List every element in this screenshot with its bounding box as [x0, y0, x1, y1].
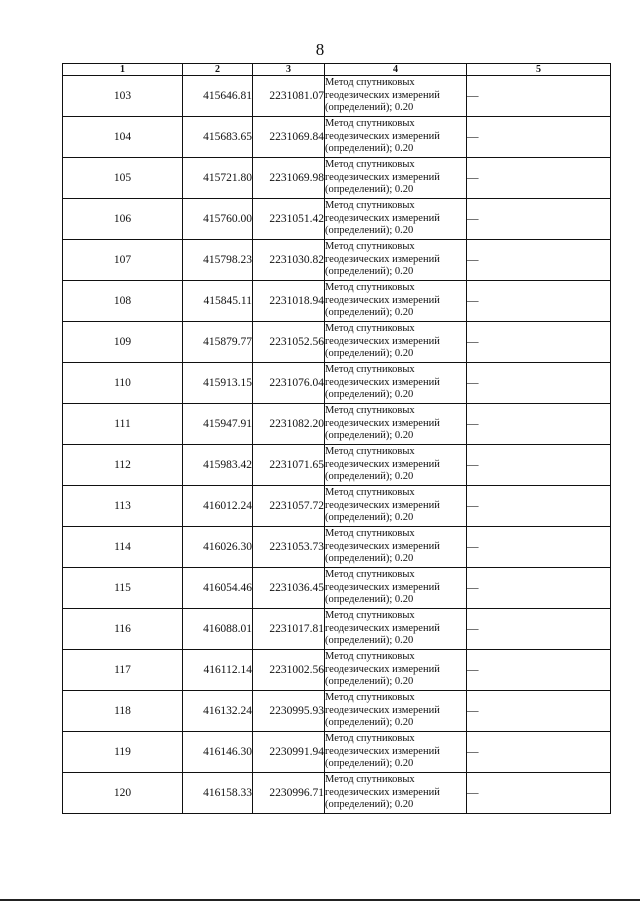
coordinate-y: 2230995.93 — [253, 691, 325, 732]
page-number: 8 — [315, 40, 325, 59]
coordinate-y: 2231053.73 — [253, 527, 325, 568]
coordinate-x: 416158.33 — [183, 773, 253, 814]
note-cell: — — [467, 199, 611, 240]
table-row — [63, 240, 611, 281]
method-line: геодезических измерений — [325, 581, 440, 593]
table-row — [63, 773, 611, 814]
point-number: 112 — [63, 445, 183, 486]
note-cell: — — [467, 363, 611, 404]
method-line: (определений); 0.20 — [325, 635, 414, 647]
table-row — [63, 691, 611, 732]
method-line: геодезических измерений — [325, 294, 440, 306]
coordinate-y: 2231082.20 — [253, 404, 325, 445]
note-cell: — — [467, 445, 611, 486]
method-line: (определений); 0.20 — [325, 512, 414, 524]
page-bottom-rule — [0, 899, 640, 901]
method-line: Метод спутниковых — [325, 692, 415, 704]
coordinate-y: 2231018.94 — [253, 281, 325, 322]
coordinate-x: 416146.30 — [183, 732, 253, 773]
method-description — [325, 773, 467, 814]
coordinate-x: 415947.91 — [183, 404, 253, 445]
method-line: (определений); 0.20 — [325, 553, 414, 565]
method-line: геодезических измерений — [325, 663, 440, 675]
method-line: (определений); 0.20 — [325, 717, 414, 729]
method-line: Метод спутниковых — [325, 733, 415, 745]
table-row — [63, 568, 611, 609]
coordinate-y: 2231081.07 — [253, 76, 325, 117]
method-line: Метод спутниковых — [325, 323, 415, 335]
coordinate-x: 416026.30 — [183, 527, 253, 568]
table-row — [63, 281, 611, 322]
method-line: Метод спутниковых — [325, 77, 415, 89]
note-cell: — — [467, 568, 611, 609]
point-number: 119 — [63, 732, 183, 773]
coordinate-x: 415913.15 — [183, 363, 253, 404]
col-header-1: 1 — [63, 64, 183, 76]
method-description — [325, 363, 467, 404]
coordinate-x: 416088.01 — [183, 609, 253, 650]
note-cell: — — [467, 404, 611, 445]
note-cell: — — [467, 76, 611, 117]
method-line: Метод спутниковых — [325, 774, 415, 786]
table-row — [63, 199, 611, 240]
method-line: Метод спутниковых — [325, 405, 415, 417]
note-cell: — — [467, 773, 611, 814]
point-number: 111 — [63, 404, 183, 445]
method-line: (определений); 0.20 — [325, 758, 414, 770]
coordinate-x: 415760.00 — [183, 199, 253, 240]
coordinate-x: 415721.80 — [183, 158, 253, 199]
table-row — [63, 76, 611, 117]
method-description — [325, 158, 467, 199]
point-number: 120 — [63, 773, 183, 814]
method-line: Метод спутниковых — [325, 610, 415, 622]
note-cell: — — [467, 240, 611, 281]
table-body — [63, 76, 611, 814]
table-row — [63, 117, 611, 158]
col-header-4: 4 — [325, 64, 467, 76]
coordinate-y: 2231030.82 — [253, 240, 325, 281]
method-line: геодезических измерений — [325, 253, 440, 265]
point-number: 106 — [63, 199, 183, 240]
method-line: (определений); 0.20 — [325, 471, 414, 483]
method-line: Метод спутниковых — [325, 200, 415, 212]
method-line: (определений); 0.20 — [325, 430, 414, 442]
method-description — [325, 691, 467, 732]
note-cell: — — [467, 527, 611, 568]
method-line: геодезических измерений — [325, 745, 440, 757]
note-cell: — — [467, 486, 611, 527]
method-line: геодезических измерений — [325, 212, 440, 224]
point-number: 108 — [63, 281, 183, 322]
note-cell: — — [467, 650, 611, 691]
note-cell: — — [467, 732, 611, 773]
method-description — [325, 199, 467, 240]
method-line: геодезических измерений — [325, 786, 440, 798]
coordinate-x: 415879.77 — [183, 322, 253, 363]
method-description — [325, 650, 467, 691]
method-description — [325, 281, 467, 322]
method-line: геодезических измерений — [325, 130, 440, 142]
method-line: (определений); 0.20 — [325, 799, 414, 811]
coordinates-table — [62, 63, 611, 814]
coordinate-x: 415683.65 — [183, 117, 253, 158]
coordinate-x: 416112.14 — [183, 650, 253, 691]
coordinate-x: 416132.24 — [183, 691, 253, 732]
method-line: геодезических измерений — [325, 376, 440, 388]
point-number: 107 — [63, 240, 183, 281]
method-description — [325, 404, 467, 445]
table-header-row — [63, 64, 611, 76]
col-header-3: 3 — [253, 64, 325, 76]
coordinate-y: 2231051.42 — [253, 199, 325, 240]
point-number: 103 — [63, 76, 183, 117]
table-row — [63, 363, 611, 404]
method-line: (определений); 0.20 — [325, 102, 414, 114]
point-number: 110 — [63, 363, 183, 404]
coordinate-y: 2231017.81 — [253, 609, 325, 650]
method-line: геодезических измерений — [325, 622, 440, 634]
method-line: Метод спутниковых — [325, 364, 415, 376]
coordinate-x: 416012.24 — [183, 486, 253, 527]
table-row — [63, 322, 611, 363]
method-line: (определений); 0.20 — [325, 594, 414, 606]
coordinate-x: 416054.46 — [183, 568, 253, 609]
table-row — [63, 445, 611, 486]
point-number: 117 — [63, 650, 183, 691]
method-line: (определений); 0.20 — [325, 266, 414, 278]
note-cell: — — [467, 609, 611, 650]
table-row — [63, 404, 611, 445]
coordinate-x: 415983.42 — [183, 445, 253, 486]
table-row — [63, 650, 611, 691]
point-number: 109 — [63, 322, 183, 363]
method-description — [325, 568, 467, 609]
table-row — [63, 527, 611, 568]
coordinate-y: 2231057.72 — [253, 486, 325, 527]
method-line: геодезических измерений — [325, 417, 440, 429]
note-cell: — — [467, 117, 611, 158]
method-line: (определений); 0.20 — [325, 143, 414, 155]
method-line: геодезических измерений — [325, 89, 440, 101]
method-line: Метод спутниковых — [325, 569, 415, 581]
coordinate-y: 2231002.56 — [253, 650, 325, 691]
note-cell: — — [467, 691, 611, 732]
table-row — [63, 158, 611, 199]
method-line: Метод спутниковых — [325, 487, 415, 499]
method-line: Метод спутниковых — [325, 651, 415, 663]
coordinate-y: 2231069.84 — [253, 117, 325, 158]
point-number: 113 — [63, 486, 183, 527]
method-description — [325, 322, 467, 363]
point-number: 104 — [63, 117, 183, 158]
method-line: (определений); 0.20 — [325, 389, 414, 401]
col-header-2: 2 — [183, 64, 253, 76]
method-line: (определений); 0.20 — [325, 184, 414, 196]
method-line: (определений); 0.20 — [325, 348, 414, 360]
method-line: геодезических измерений — [325, 458, 440, 470]
point-number: 115 — [63, 568, 183, 609]
coordinate-x: 415798.23 — [183, 240, 253, 281]
method-line: Метод спутниковых — [325, 282, 415, 294]
method-description — [325, 117, 467, 158]
note-cell: — — [467, 322, 611, 363]
method-line: геодезических измерений — [325, 704, 440, 716]
method-line: (определений); 0.20 — [325, 225, 414, 237]
coordinate-y: 2231071.65 — [253, 445, 325, 486]
method-description — [325, 732, 467, 773]
method-line: Метод спутниковых — [325, 118, 415, 130]
coordinate-x: 415845.11 — [183, 281, 253, 322]
method-description — [325, 76, 467, 117]
method-line: геодезических измерений — [325, 540, 440, 552]
coordinate-y: 2231036.45 — [253, 568, 325, 609]
method-description — [325, 240, 467, 281]
table-row — [63, 486, 611, 527]
table-row — [63, 609, 611, 650]
coordinate-x: 415646.81 — [183, 76, 253, 117]
note-cell: — — [467, 158, 611, 199]
col-header-5: 5 — [467, 64, 611, 76]
coordinate-y: 2231052.56 — [253, 322, 325, 363]
method-line: (определений); 0.20 — [325, 676, 414, 688]
method-description — [325, 609, 467, 650]
method-line: геодезических измерений — [325, 499, 440, 511]
method-description — [325, 527, 467, 568]
note-cell: — — [467, 281, 611, 322]
method-line: Метод спутниковых — [325, 159, 415, 171]
table-row — [63, 732, 611, 773]
point-number: 105 — [63, 158, 183, 199]
point-number: 118 — [63, 691, 183, 732]
method-line: геодезических измерений — [325, 171, 440, 183]
method-line: Метод спутниковых — [325, 528, 415, 540]
method-description — [325, 445, 467, 486]
coordinate-y: 2231069.98 — [253, 158, 325, 199]
coordinate-y: 2230996.71 — [253, 773, 325, 814]
coordinate-y: 2231076.04 — [253, 363, 325, 404]
method-line: Метод спутниковых — [325, 241, 415, 253]
point-number: 114 — [63, 527, 183, 568]
point-number: 116 — [63, 609, 183, 650]
method-line: (определений); 0.20 — [325, 307, 414, 319]
method-line: геодезических измерений — [325, 335, 440, 347]
coordinate-y: 2230991.94 — [253, 732, 325, 773]
method-description — [325, 486, 467, 527]
method-line: Метод спутниковых — [325, 446, 415, 458]
